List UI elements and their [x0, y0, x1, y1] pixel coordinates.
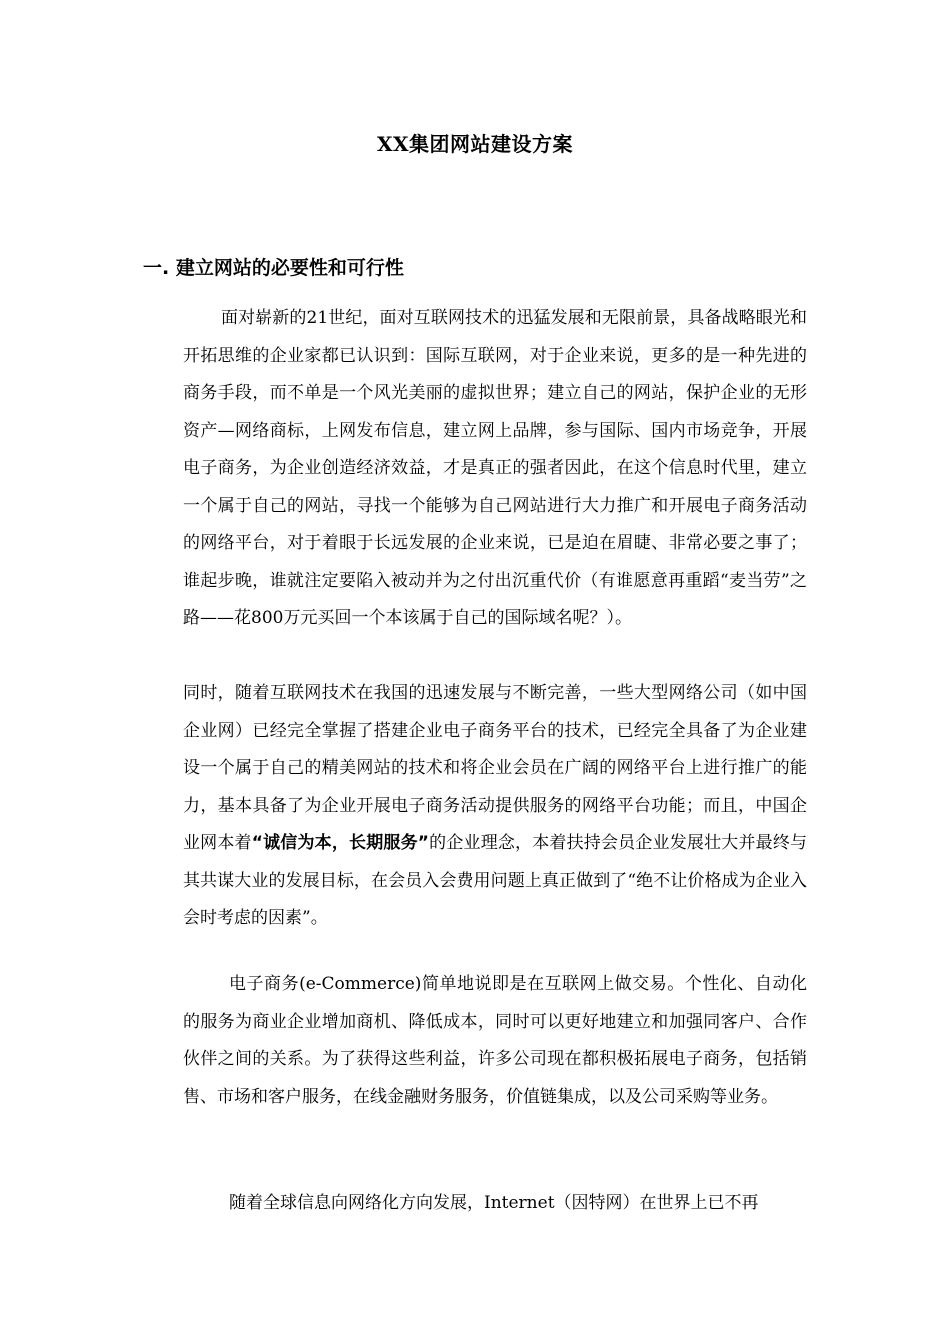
service-motto: “诚信为本，长期服务”	[251, 833, 429, 853]
paragraph-ecommerce: 电子商务(e-Commerce)简单地说即是在互联网上做交易。个性化、自动化的服务为商业企业增加商机、降低成本，同时可以更好地建立和加强同客户、合作伙伴之间的关系。为了获得这些利益，许多公司现在都积极拓展电子商务，包括销售、市场和客户服务，在线金融财务服务，价值链集成，以及公司采购等业务。	[183, 974, 807, 1107]
paragraph-internet: 随着全球信息向网络化方向发展，Internet（因特网）在世界上已不再	[229, 1193, 759, 1213]
paragraph-necessity: 面对崭新的21世纪，面对互联网技术的迅猛发展和无限前景，具备战略眼光和开拓思维的企业家都已认识到：国际互联网，对于企业来说，更多的是一种先进的商务手段，而不单是一个风光美丽的虚拟世界；建立自己的网站，保护企业的无形资产—网络商标，上网发布信息，建立网上品牌，参与国际、国内市场竞争，开展电子商务，为企业创造经济效益，才是真正的强者因此，在这个信息时代里，建立一个属于自己的网站，寻找一个能够为自己网站进行大力推广和开展电子商务活动的网络平台，对于着眼于长远发展的企业来说，已是迫在眉睫、非常必要之事了；谁起步晚，谁就注定要陷入被动并为之付出沉重代价（有谁愿意再重蹈“麦当劳”之路——花800万元买回一个本该属于自己的国际域名呢？）。	[183, 308, 807, 628]
paragraph-feasibility-text-1: 同时，随着互联网技术在我国的迅速发展与不断完善，一些大型网络公司（如中国企业网）已经完全掌握了搭建企业电子商务平台的技术，已经完全具备了为企业建设一个属于自己的精美网站的技术和将企业会员在广阔的网络平台上进行推广的能力，基本具备了为企业开展电子商务活动提供服务的网络平台功能；而且，中国企业网本着	[183, 683, 807, 853]
page-title: XX集团网站建设方案	[376, 132, 574, 156]
paragraph-feasibility-text-2: 的企业理念，本着扶持会员企业发展壮大并最终与其共谋大业的发展目标，在会员入会费用问题上真正做到了“绝不让价格成为企业入会时考虑的因素”。	[183, 833, 808, 928]
section-heading: 一. 建立网站的必要性和可行性	[143, 257, 404, 279]
paragraph-feasibility	[183, 675, 807, 938]
